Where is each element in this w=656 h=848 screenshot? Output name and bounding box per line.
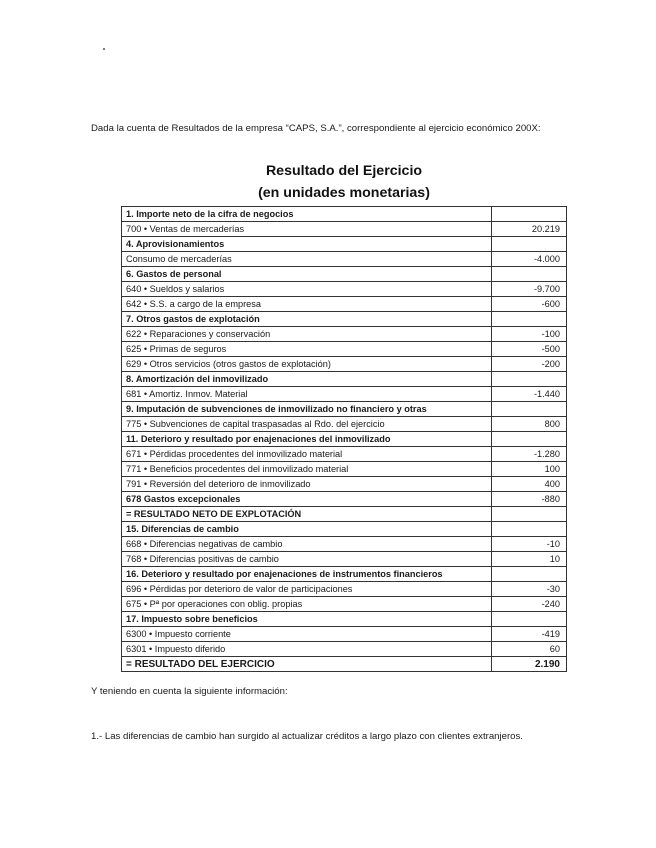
row-label: 625 • Primas de seguros	[122, 342, 492, 357]
account-row	[122, 417, 567, 432]
row-label: 17. Impuesto sobre beneficios	[122, 612, 492, 627]
section-row	[122, 492, 567, 507]
account-row	[122, 342, 567, 357]
row-value: -30	[492, 582, 567, 597]
row-label: 6301 • Impuesto diferido	[122, 642, 492, 657]
account-row	[122, 582, 567, 597]
row-value	[492, 507, 567, 522]
row-value: -200	[492, 357, 567, 372]
row-value: -4.000	[492, 252, 567, 267]
account-row	[122, 252, 567, 267]
account-row	[122, 447, 567, 462]
section-row	[122, 267, 567, 282]
section-row	[122, 312, 567, 327]
section-row	[122, 612, 567, 627]
row-value: -1.440	[492, 387, 567, 402]
row-value: -880	[492, 492, 567, 507]
row-label: 1. Importe neto de la cifra de negocios	[122, 207, 492, 222]
account-row	[122, 642, 567, 657]
row-label: 11. Deterioro y resultado por enajenaciones del inmovilizado	[122, 432, 492, 447]
row-value: 10	[492, 552, 567, 567]
intro-paragraph: Dada la cuenta de Resultados de la empresa “CAPS, S.A.”, correspondiente al ejercicio económico 200X:	[91, 123, 541, 134]
row-value: -240	[492, 597, 567, 612]
row-label: 15. Diferencias de cambio	[122, 522, 492, 537]
account-row	[122, 627, 567, 642]
row-label: 668 • Diferencias negativas de cambio	[122, 537, 492, 552]
row-label: 7. Otros gastos de explotación	[122, 312, 492, 327]
row-value: -1.280	[492, 447, 567, 462]
row-label: 8. Amortización del inmovilizado	[122, 372, 492, 387]
section-row	[122, 507, 567, 522]
account-row	[122, 282, 567, 297]
row-value	[492, 432, 567, 447]
row-value: 2.190	[492, 657, 567, 672]
section-row	[122, 567, 567, 582]
row-value	[492, 207, 567, 222]
statement-subtitle: (en unidades monetarias)	[258, 185, 430, 201]
account-row	[122, 327, 567, 342]
row-label: 6. Gastos de personal	[122, 267, 492, 282]
row-value	[492, 372, 567, 387]
section-row	[122, 522, 567, 537]
row-label: 775 • Subvenciones de capital traspasadas al Rdo. del ejercicio	[122, 417, 492, 432]
row-value	[492, 267, 567, 282]
account-row	[122, 552, 567, 567]
row-label: 640 • Sueldos y salarios	[122, 282, 492, 297]
row-value: -100	[492, 327, 567, 342]
row-value: -600	[492, 297, 567, 312]
account-row	[122, 297, 567, 312]
row-value: 100	[492, 462, 567, 477]
row-label: 768 • Diferencias positivas de cambio	[122, 552, 492, 567]
row-label: 700 • Ventas de mercaderías	[122, 222, 492, 237]
row-label: 629 • Otros servicios (otros gastos de explotación)	[122, 357, 492, 372]
row-label: 671 • Pérdidas procedentes del inmovilizado material	[122, 447, 492, 462]
row-value: 400	[492, 477, 567, 492]
row-value	[492, 567, 567, 582]
row-value: 800	[492, 417, 567, 432]
section-row	[122, 207, 567, 222]
row-value: 20.219	[492, 222, 567, 237]
row-label: 642 • S.S. a cargo de la empresa	[122, 297, 492, 312]
row-label: 16. Deterioro y resultado por enajenaciones de instrumentos financieros	[122, 567, 492, 582]
row-label: 791 • Reversión del deterioro de inmovilizado	[122, 477, 492, 492]
scan-speck	[103, 48, 105, 50]
account-row	[122, 357, 567, 372]
row-label: 681 • Amortiz. Inmov. Material	[122, 387, 492, 402]
account-row	[122, 222, 567, 237]
row-value	[492, 402, 567, 417]
row-label: 6300 • Impuesto corriente	[122, 627, 492, 642]
row-label: 696 • Pérdidas por deterioro de valor de participaciones	[122, 582, 492, 597]
row-value: 60	[492, 642, 567, 657]
row-label: 675 • Pª por operaciones con oblig. propias	[122, 597, 492, 612]
row-value	[492, 237, 567, 252]
section-row	[122, 372, 567, 387]
row-label: Consumo de mercaderías	[122, 252, 492, 267]
row-value: -419	[492, 627, 567, 642]
account-row	[122, 462, 567, 477]
row-label: 678 Gastos excepcionales	[122, 492, 492, 507]
row-value	[492, 522, 567, 537]
row-label: 9. Imputación de subvenciones de inmovilizado no financiero y otras	[122, 402, 492, 417]
row-label: = RESULTADO DEL EJERCICIO	[122, 657, 492, 672]
row-label: 4. Aprovisionamientos	[122, 237, 492, 252]
account-row	[122, 477, 567, 492]
account-row	[122, 597, 567, 612]
row-value: -9.700	[492, 282, 567, 297]
section-row	[122, 432, 567, 447]
row-value: -500	[492, 342, 567, 357]
row-label: = RESULTADO NETO DE EXPLOTACIÓN	[122, 507, 492, 522]
followup-text: Y teniendo en cuenta la siguiente información:	[91, 686, 288, 697]
account-row	[122, 537, 567, 552]
row-value	[492, 612, 567, 627]
income-statement-table	[121, 206, 567, 672]
note-1: 1.- Las diferencias de cambio han surgido al actualizar créditos a largo plazo con clientes extranjeros.	[91, 731, 523, 742]
total-row	[122, 657, 567, 672]
section-row	[122, 237, 567, 252]
row-label: 622 • Reparaciones y conservación	[122, 327, 492, 342]
row-value: -10	[492, 537, 567, 552]
account-row	[122, 387, 567, 402]
row-value	[492, 312, 567, 327]
section-row	[122, 402, 567, 417]
row-label: 771 • Beneficios procedentes del inmovilizado material	[122, 462, 492, 477]
statement-title: Resultado del Ejercicio	[265, 163, 423, 179]
